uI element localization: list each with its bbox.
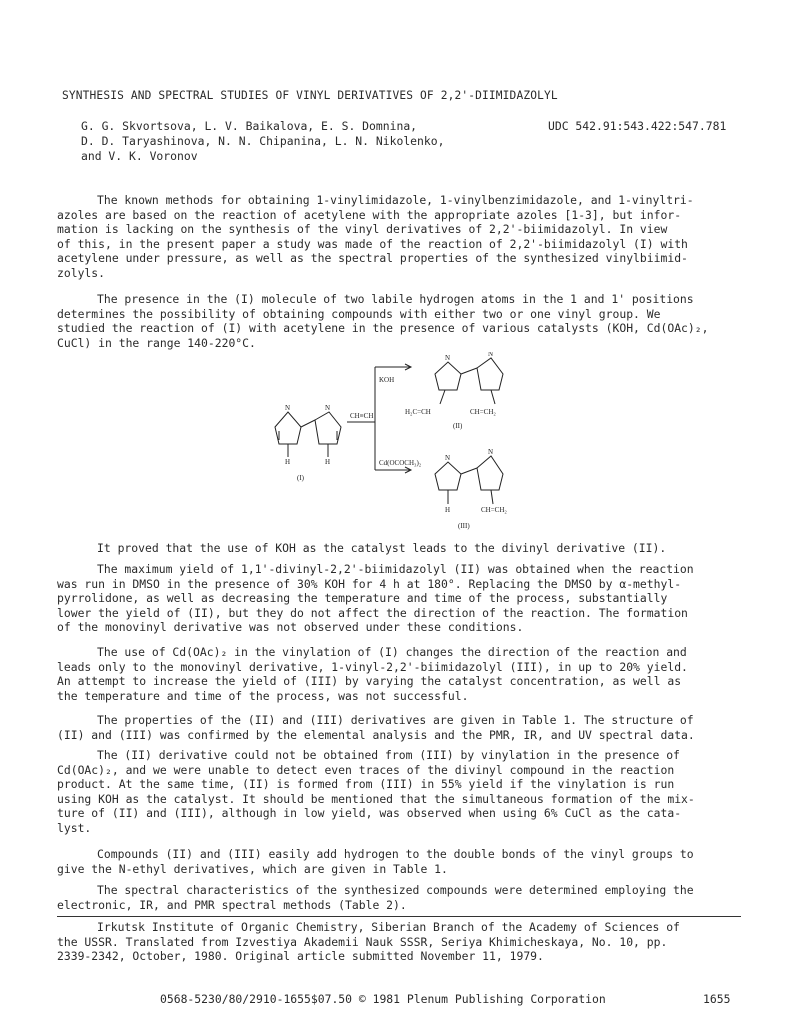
- vinyl-group-label: CH=CH₂: [470, 408, 496, 416]
- text-line: It proved that the use of KOH as the catalyst leads to the divinyl derivative (II).: [97, 541, 667, 555]
- text-line: lower the yield of (II), but they do not affect the direction of the reaction. The formation: [57, 605, 688, 620]
- copyright-line: 0568-5230/80/2910-1655$07.50 © 1981 Plenum Publishing Corporation: [160, 992, 606, 1006]
- text-line: The (II) derivative could not be obtained from (III) by vinylation in the presence of: [97, 748, 680, 762]
- text-line: The presence in the (I) molecule of two labile hydrogen atoms in the 1 and 1' positions: [97, 292, 694, 306]
- reaction-scheme: [255, 352, 555, 532]
- author-line: G. G. Skvortsova, L. V. Baikalova, E. S. Domnina,: [81, 119, 418, 133]
- atom-n-label: N: [285, 404, 291, 412]
- text-line: ture of (II) and (III), although in low yield, was observed when using 6% CuCl as the cata-: [57, 806, 682, 821]
- text-line: lyst.: [57, 820, 92, 835]
- paragraph-max-yield: [57, 562, 747, 635]
- text-line: (II) and (III) was confirmed by the elemental analysis and the PMR, IR, and UV spectral data.: [57, 727, 695, 742]
- compound-label-iii: (III): [458, 522, 470, 530]
- atom-n-label: N: [445, 454, 451, 462]
- text-line: give the N-ethyl derivatives, which are given in Table 1.: [57, 861, 448, 876]
- paragraph-hydrogen: [57, 847, 747, 876]
- text-line: An attempt to increase the yield of (III) by varying the catalyst concentration, as well as: [57, 674, 682, 689]
- text-line: acetylene under pressure, as well as the spectral properties of the synthesized vinylbiimid-: [57, 251, 688, 266]
- reagent-cd-acetate: Cd(OCOCH₃)₂: [379, 459, 422, 467]
- text-line: leads only to the monovinyl derivative, 1-vinyl-2,2'-biimidazolyl (III), in up to 20% yield.: [57, 659, 688, 674]
- author-list: [81, 119, 444, 163]
- atom-h-label: H: [285, 458, 291, 466]
- atom-h-label: H: [325, 458, 331, 466]
- author-line: and V. K. Voronov: [81, 148, 198, 163]
- text-line: pyrrolidone, as well as decreasing the temperature and time of the process, substantially: [57, 591, 668, 606]
- udc-code: UDC 542.91:543.422:547.781: [548, 119, 727, 133]
- page-number: 1655: [703, 992, 731, 1006]
- paragraph-vinylation: [57, 748, 747, 836]
- footnote: [57, 920, 680, 964]
- reagent-koh: KOH: [379, 376, 395, 384]
- text-line: Compounds (II) and (III) easily add hydrogen to the double bonds of the vinyl groups to: [97, 847, 694, 861]
- text-line: Cd(OAc)₂, and we were unable to detect even traces of the divinyl compound in the reaction: [57, 762, 675, 777]
- atom-n-label: N: [445, 354, 451, 362]
- paragraph-properties: [57, 713, 747, 742]
- atom-n-label: N: [488, 352, 494, 358]
- text-line: azoles are based on the reaction of acetylene with the appropriate azoles [1-3], but infor-: [57, 207, 682, 222]
- footnote-line: 2339-2342, October, 1980. Original article submitted November 11, 1979.: [57, 949, 544, 964]
- vinyl-group-label: CH=CH₂: [481, 506, 507, 514]
- compound-label-ii: (II): [453, 422, 463, 430]
- atom-n-label: N: [488, 448, 494, 456]
- compound-label-i: (I): [297, 474, 304, 482]
- atom-n-label: N: [325, 404, 331, 412]
- text-line: product. At the same time, (II) is formed from (III) in 55% yield if the vinylation is run: [57, 777, 675, 792]
- text-line: CuCl) in the range 140-220°C.: [57, 335, 256, 350]
- author-line: D. D. Taryashinova, N. N. Chipanina, L. N. Nikolenko,: [81, 133, 445, 148]
- text-line: of this, in the present paper a study was made of the reaction of 2,2'-biimidazolyl (I) with: [57, 236, 688, 251]
- article-title: SYNTHESIS AND SPECTRAL STUDIES OF VINYL DERIVATIVES OF 2,2'-DIIMIDAZOLYL: [62, 89, 558, 102]
- text-line: The spectral characteristics of the synthesized compounds were determined employing the: [97, 883, 694, 897]
- text-line: zolyls.: [57, 265, 106, 280]
- text-line: mation is lacking on the synthesis of the vinyl derivatives of 2,2'-biimidazolyl. In view: [57, 222, 668, 237]
- text-line: was run in DMSO in the presence of 30% KOH for 4 h at 180°. Replacing the DMSO by α-methyl-: [57, 576, 682, 591]
- text-line: The maximum yield of 1,1'-divinyl-2,2'-biimidazolyl (II) was obtained when the reaction: [97, 562, 694, 576]
- paragraph-koh-result: [57, 541, 747, 556]
- text-line: electronic, IR, and PMR spectral methods (Table 2).: [57, 897, 407, 912]
- text-line: using KOH as the catalyst. It should be mentioned that the simultaneous formation of the mix-: [57, 791, 695, 806]
- paragraph-cd-acetate: [57, 645, 747, 703]
- vinyl-group-label: H₂C=CH: [405, 408, 431, 416]
- footnote-line: Irkutsk Institute of Organic Chemistry, Siberian Branch of the Academy of Sciences of: [97, 920, 680, 934]
- paragraph-labile-h: [57, 292, 747, 350]
- text-line: the temperature and time of the process, was not successful.: [57, 688, 469, 703]
- text-line: The use of Cd(OAc)₂ in the vinylation of (I) changes the direction of the reaction and: [97, 645, 687, 659]
- text-line: of the monovinyl derivative was not observed under these conditions.: [57, 620, 524, 635]
- reagent-acetylene: CH≡CH: [350, 412, 374, 420]
- text-line: The properties of the (II) and (III) derivatives are given in Table 1. The structure of: [97, 713, 694, 727]
- paragraph-intro: [57, 193, 747, 281]
- text-line: The known methods for obtaining 1-vinylimidazole, 1-vinylbenzimidazole, and 1-vinyltri-: [97, 193, 694, 207]
- footnote-divider: [57, 916, 741, 917]
- footnote-line: the USSR. Translated from Izvestiya Akademii Nauk SSSR, Seriya Khimicheskaya, No. 10, pp.: [57, 934, 668, 949]
- text-line: studied the reaction of (I) with acetylene in the presence of various catalysts (KOH, Cd(OAc)₂,: [57, 321, 709, 336]
- atom-h-label: H: [445, 506, 451, 514]
- paragraph-spectral: [57, 883, 747, 912]
- text-line: determines the possibility of obtaining compounds with either two or one vinyl group. We: [57, 306, 661, 321]
